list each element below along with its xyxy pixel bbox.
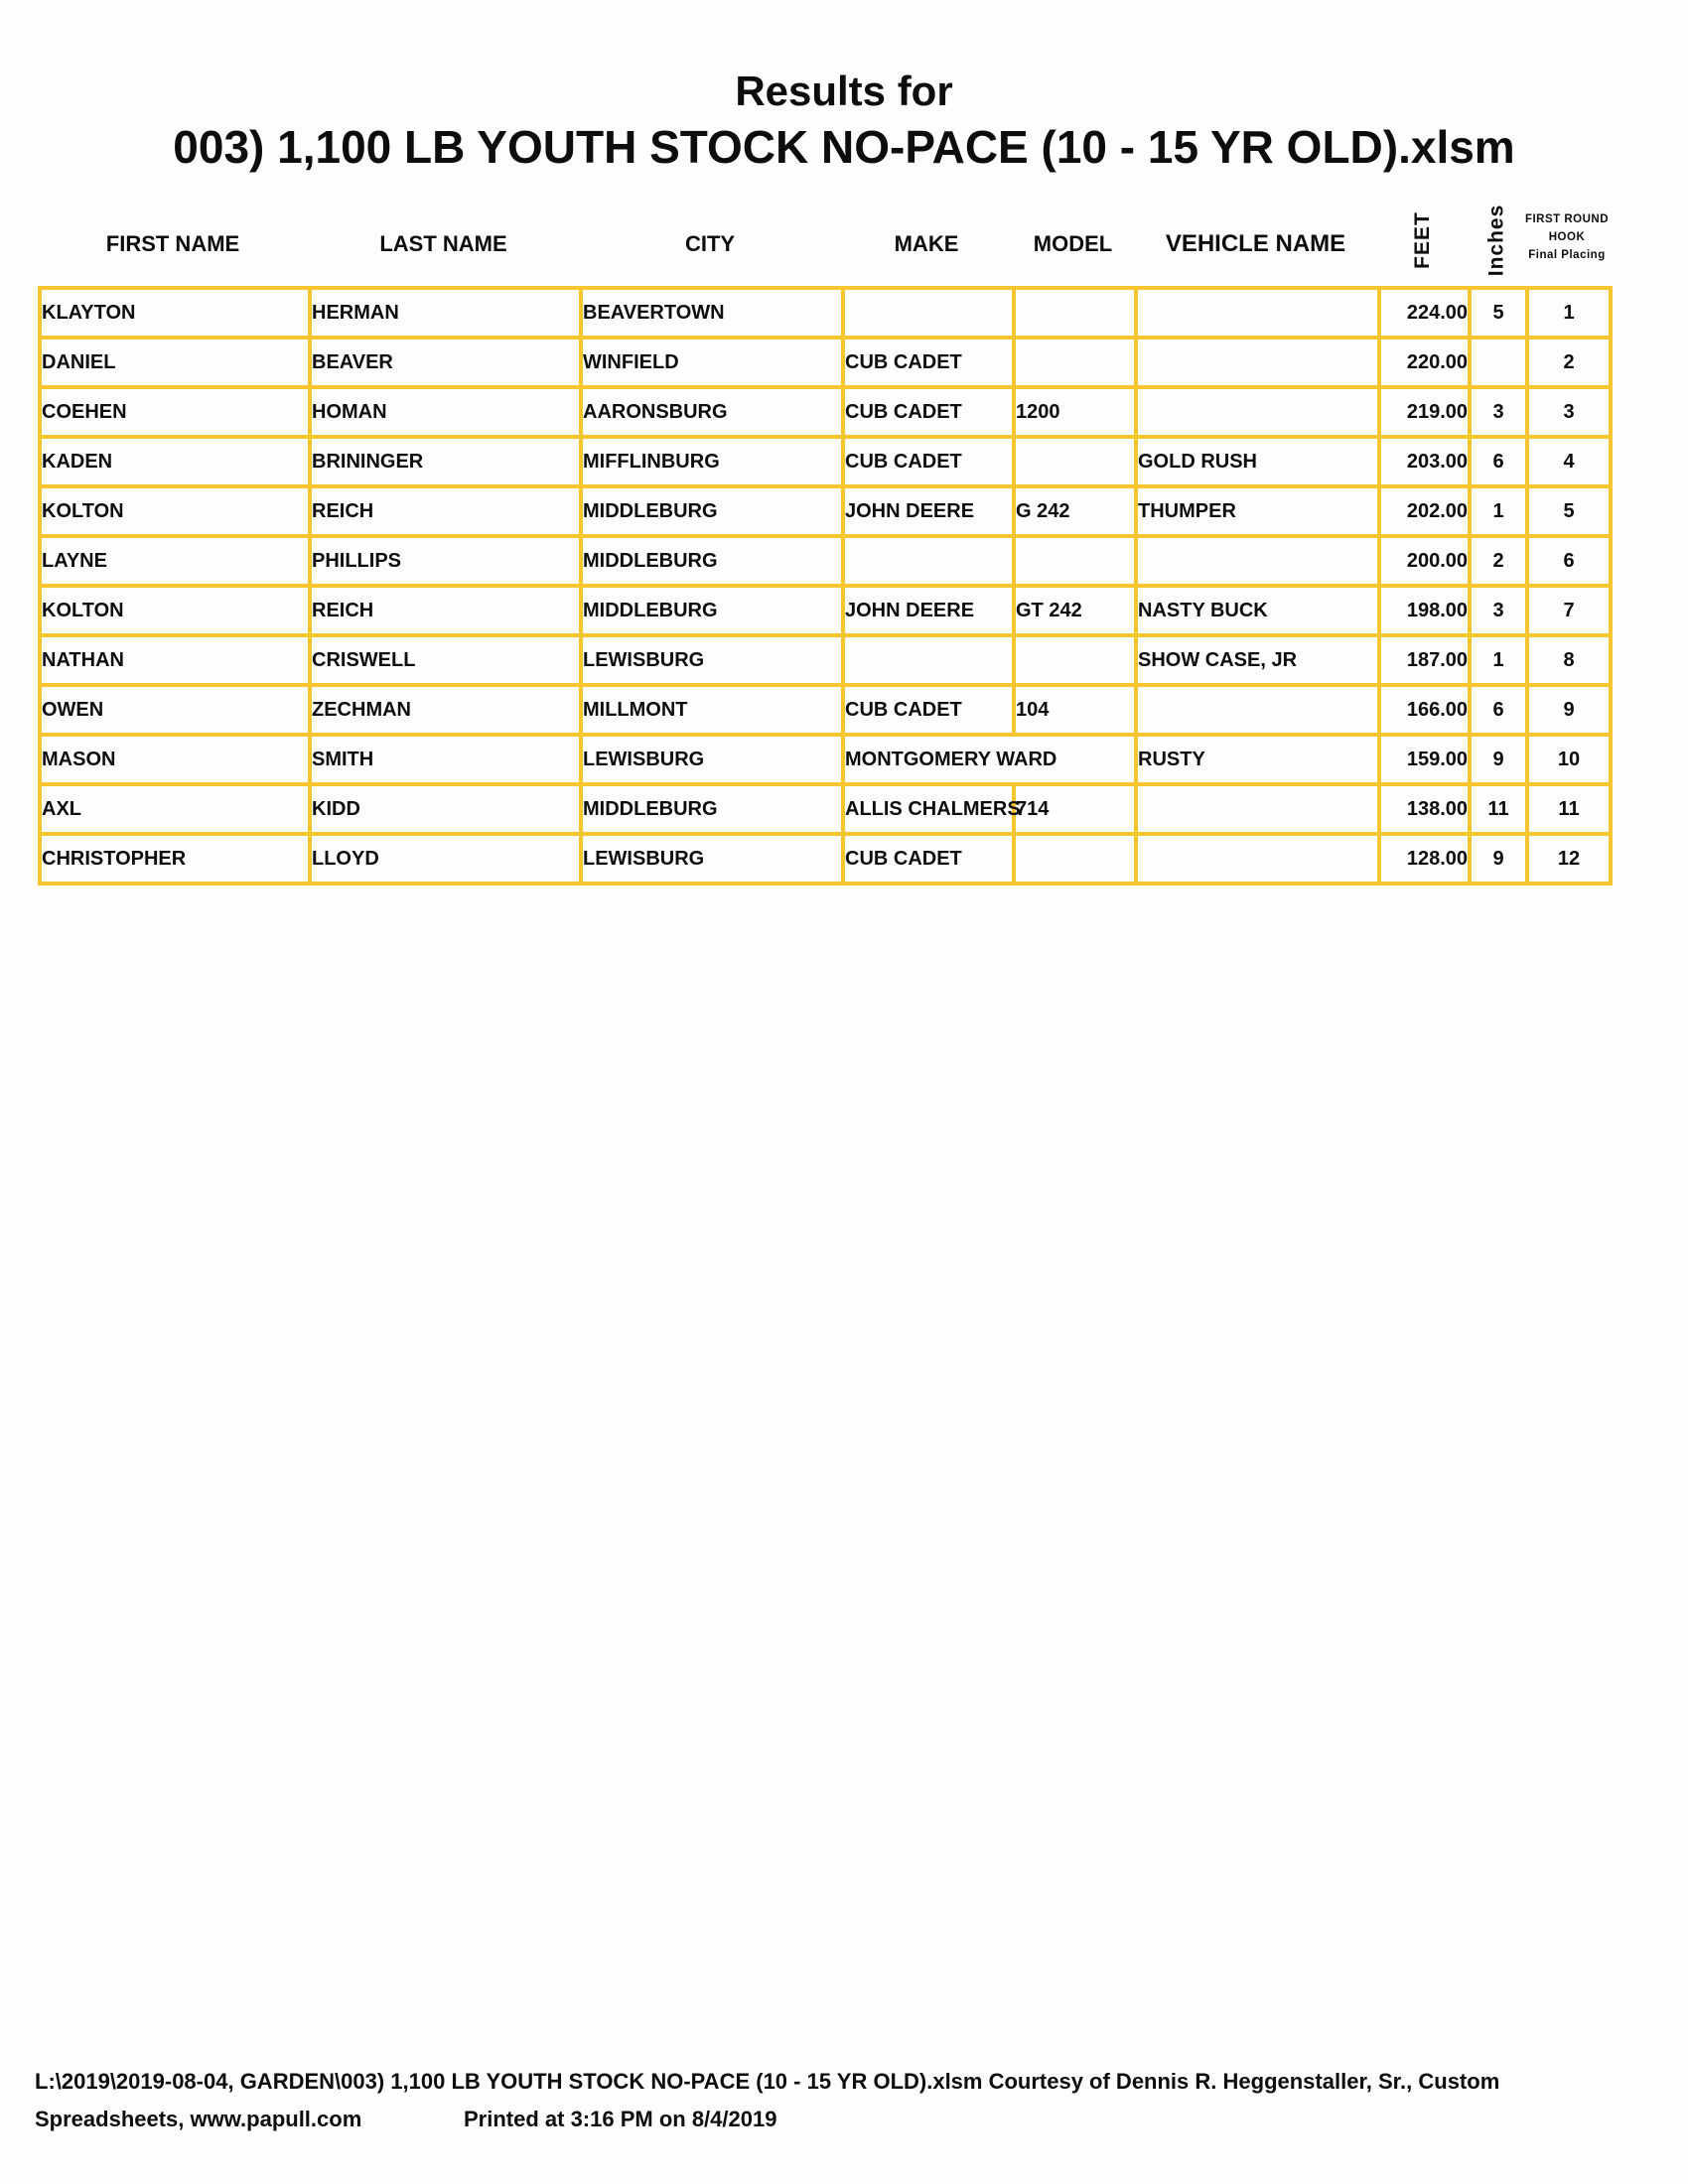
cell-city: MIDDLEBURG <box>581 536 843 586</box>
cell-last-name: HOMAN <box>310 387 581 437</box>
cell-model <box>1014 437 1136 486</box>
cell-inches: 5 <box>1470 288 1527 338</box>
cell-model: GT 242 <box>1014 586 1136 635</box>
column-header-last-name: LAST NAME <box>379 231 507 256</box>
cell-placing: 10 <box>1527 735 1611 784</box>
cell-vehicle-name: NASTY BUCK <box>1136 586 1379 635</box>
cell-inches: 11 <box>1470 784 1527 834</box>
cell-vehicle-name <box>1136 387 1379 437</box>
cell-first-name: COEHEN <box>40 387 310 437</box>
cell-feet: 198.00 <box>1379 586 1470 635</box>
cell-placing: 1 <box>1527 288 1611 338</box>
table-row <box>40 437 1611 486</box>
cell-last-name: CRISWELL <box>310 635 581 685</box>
cell-last-name: KIDD <box>310 784 581 834</box>
cell-feet: 166.00 <box>1379 685 1470 735</box>
footer-line2 <box>35 2105 1663 2134</box>
cell-make: CUB CADET <box>843 834 1014 884</box>
column-header-model: MODEL <box>1033 231 1113 256</box>
cell-model: 1200 <box>1014 387 1136 437</box>
cell-first-name: MASON <box>40 735 310 784</box>
cell-feet: 203.00 <box>1379 437 1470 486</box>
cell-vehicle-name <box>1136 536 1379 586</box>
cell-model <box>1014 635 1136 685</box>
cell-inches <box>1470 338 1527 387</box>
cell-inches: 1 <box>1470 635 1527 685</box>
placing-header-line1: FIRST ROUND <box>1524 213 1610 225</box>
table-row <box>40 685 1611 735</box>
cell-last-name: LLOYD <box>310 834 581 884</box>
cell-feet: 138.00 <box>1379 784 1470 834</box>
cell-inches: 1 <box>1470 486 1527 536</box>
cell-make <box>843 635 1014 685</box>
cell-feet: 202.00 <box>1379 486 1470 536</box>
footer-website: Spreadsheets, www.papull.com <box>35 2107 362 2131</box>
cell-vehicle-name <box>1136 685 1379 735</box>
cell-first-name: LAYNE <box>40 536 310 586</box>
cell-inches: 9 <box>1470 735 1527 784</box>
cell-first-name: CHRISTOPHER <box>40 834 310 884</box>
cell-make: CUB CADET <box>843 437 1014 486</box>
results-table <box>38 286 1613 886</box>
cell-placing: 2 <box>1527 338 1611 387</box>
cell-last-name: REICH <box>310 586 581 635</box>
cell-first-name: KOLTON <box>40 586 310 635</box>
column-header-vehicle-name: VEHICLE NAME <box>1165 230 1346 257</box>
table-row <box>40 586 1611 635</box>
cell-vehicle-name <box>1136 288 1379 338</box>
cell-vehicle-name <box>1136 338 1379 387</box>
cell-last-name: SMITH <box>310 735 581 784</box>
cell-make: JOHN DEERE <box>843 486 1014 536</box>
cell-inches: 9 <box>1470 834 1527 884</box>
cell-city: MIDDLEBURG <box>581 486 843 536</box>
cell-first-name: KLAYTON <box>40 288 310 338</box>
cell-inches: 3 <box>1470 586 1527 635</box>
cell-make: CUB CADET <box>843 338 1014 387</box>
cell-city: WINFIELD <box>581 338 843 387</box>
column-header-city: CITY <box>684 231 736 256</box>
cell-feet: 224.00 <box>1379 288 1470 338</box>
table-row <box>40 834 1611 884</box>
cell-placing: 12 <box>1527 834 1611 884</box>
cell-feet: 159.00 <box>1379 735 1470 784</box>
cell-vehicle-name <box>1136 834 1379 884</box>
cell-placing: 6 <box>1527 536 1611 586</box>
cell-placing: 7 <box>1527 586 1611 635</box>
cell-inches: 6 <box>1470 437 1527 486</box>
cell-make: MONTGOMERY WARD <box>843 735 1136 784</box>
cell-model <box>1014 338 1136 387</box>
cell-city: LEWISBURG <box>581 635 843 685</box>
page-footer <box>35 2067 1663 2134</box>
placing-header-line2: HOOK <box>1548 231 1586 243</box>
cell-feet: 187.00 <box>1379 635 1470 685</box>
cell-city: LEWISBURG <box>581 735 843 784</box>
cell-model <box>1014 536 1136 586</box>
cell-last-name: PHILLIPS <box>310 536 581 586</box>
results-table-body <box>40 288 1611 884</box>
table-row <box>40 288 1611 338</box>
cell-make: CUB CADET <box>843 387 1014 437</box>
column-header-final-placing <box>1517 210 1617 264</box>
cell-model: G 242 <box>1014 486 1136 536</box>
cell-inches: 6 <box>1470 685 1527 735</box>
cell-inches: 2 <box>1470 536 1527 586</box>
class-title: 003) 1,100 LB YOUTH STOCK NO-PACE (10 - 15 YR OLD).xlsm <box>173 121 1515 173</box>
cell-placing: 4 <box>1527 437 1611 486</box>
cell-city: AARONSBURG <box>581 387 843 437</box>
page-title: Results for <box>735 68 953 114</box>
column-header-feet <box>1377 199 1468 282</box>
table-row <box>40 735 1611 784</box>
table-row <box>40 635 1611 685</box>
cell-inches: 3 <box>1470 387 1527 437</box>
cell-model <box>1014 834 1136 884</box>
cell-city: MIFFLINBURG <box>581 437 843 486</box>
cell-make <box>843 536 1014 586</box>
cell-feet: 220.00 <box>1379 338 1470 387</box>
cell-model: 714 <box>1014 784 1136 834</box>
table-row <box>40 536 1611 586</box>
table-row <box>40 338 1611 387</box>
cell-last-name: BEAVER <box>310 338 581 387</box>
cell-vehicle-name: RUSTY <box>1136 735 1379 784</box>
footer-file-path: L:\2019\2019-08-04, GARDEN\003) 1,100 LB YOUTH STOCK NO-PACE (10 - 15 YR OLD).xlsm Courtesy of Dennis R. Heggenstaller, Sr., Custom <box>35 2069 1500 2094</box>
cell-last-name: HERMAN <box>310 288 581 338</box>
cell-city: LEWISBURG <box>581 834 843 884</box>
cell-first-name: DANIEL <box>40 338 310 387</box>
cell-first-name: OWEN <box>40 685 310 735</box>
cell-city: MILLMONT <box>581 685 843 735</box>
cell-last-name: ZECHMAN <box>310 685 581 735</box>
cell-city: MIDDLEBURG <box>581 586 843 635</box>
cell-city: MIDDLEBURG <box>581 784 843 834</box>
cell-make <box>843 288 1014 338</box>
cell-vehicle-name: SHOW CASE, JR <box>1136 635 1379 685</box>
cell-placing: 8 <box>1527 635 1611 685</box>
placing-header-line3: Final Placing <box>1528 249 1606 261</box>
table-row <box>40 486 1611 536</box>
cell-first-name: KOLTON <box>40 486 310 536</box>
cell-last-name: BRININGER <box>310 437 581 486</box>
cell-vehicle-name: THUMPER <box>1136 486 1379 536</box>
cell-placing: 3 <box>1527 387 1611 437</box>
cell-make: CUB CADET <box>843 685 1014 735</box>
inches-header-label: Inches <box>1484 204 1507 277</box>
table-row <box>40 387 1611 437</box>
cell-first-name: AXL <box>40 784 310 834</box>
cell-model: 104 <box>1014 685 1136 735</box>
cell-placing: 5 <box>1527 486 1611 536</box>
cell-placing: 9 <box>1527 685 1611 735</box>
cell-first-name: KADEN <box>40 437 310 486</box>
feet-header-label: FEET <box>1410 211 1434 269</box>
footer-printed-timestamp: Printed at 3:16 PM on 8/4/2019 <box>464 2107 777 2131</box>
cell-placing: 11 <box>1527 784 1611 834</box>
column-header-make: MAKE <box>894 231 959 256</box>
cell-model <box>1014 288 1136 338</box>
cell-make: JOHN DEERE <box>843 586 1014 635</box>
cell-feet: 200.00 <box>1379 536 1470 586</box>
cell-city: BEAVERTOWN <box>581 288 843 338</box>
cell-feet: 128.00 <box>1379 834 1470 884</box>
cell-vehicle-name <box>1136 784 1379 834</box>
cell-feet: 219.00 <box>1379 387 1470 437</box>
cell-last-name: REICH <box>310 486 581 536</box>
cell-first-name: NATHAN <box>40 635 310 685</box>
cell-make: ALLIS CHALMERS <box>843 784 1014 834</box>
table-row <box>40 784 1611 834</box>
column-header-first-name: FIRST NAME <box>105 231 240 256</box>
cell-vehicle-name: GOLD RUSH <box>1136 437 1379 486</box>
